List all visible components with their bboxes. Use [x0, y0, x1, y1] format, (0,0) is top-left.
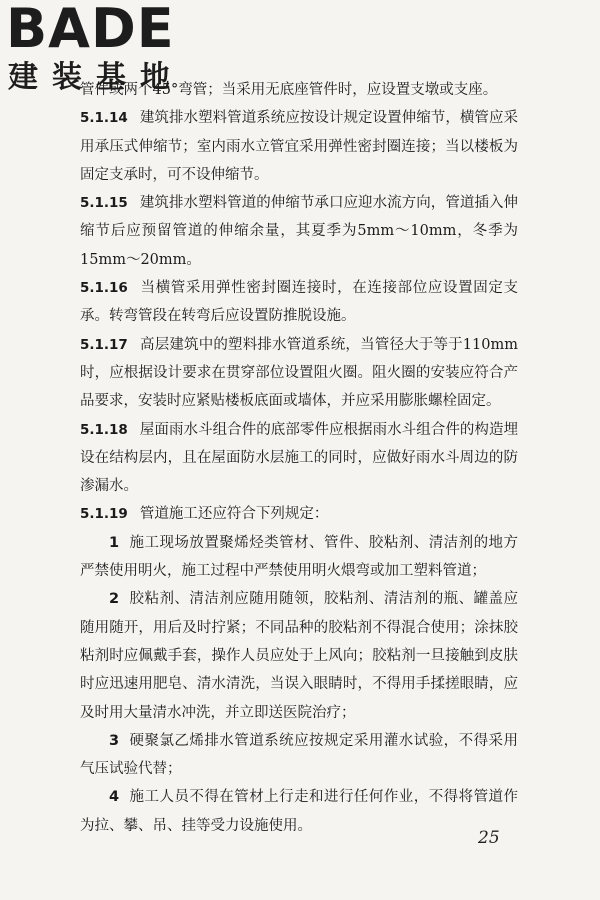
clause-number: 5.1.19: [80, 506, 128, 523]
clause-number: 5.1.14: [80, 110, 128, 127]
watermark-chinese: 建装基地: [8, 60, 184, 95]
item-number: 4: [109, 789, 120, 806]
clause-text: 建筑排水塑料管道的伸缩节承口应迎水流方向，管道插入伸缩节后应预留管道的伸缩余量，其夏季为5mm～10mm，冬季为15mm～20mm。: [80, 195, 518, 268]
clause-text: 当横管采用弹性密封圈连接时，在连接部位应设置固定支承。转弯管段在转弯后应设置防推脱设施。: [80, 280, 518, 325]
clause-5-1-18: [80, 416, 518, 501]
watermark-letters: BADE: [6, 0, 175, 60]
clause-5-1-15: [80, 189, 518, 274]
clause-number: 5.1.17: [80, 336, 128, 353]
clause-text: 管道施工还应符合下列规定：: [139, 506, 329, 523]
list-item: [80, 727, 518, 784]
clause-number: 5.1.16: [80, 280, 128, 297]
paragraph-text: 管件或两个45°弯管；当采用无底座管件时，应设置支墩或支座。: [80, 82, 498, 98]
paragraph-continuation: [80, 76, 518, 104]
item-number: 1: [109, 534, 120, 551]
clause-text: 高层建筑中的塑料排水管道系统，当管径大于等于110mm时，应根据设计要求在贯穿部位设置阻火圈。阻火圈的安装应符合产品要求，安装时应紧贴楼板底面或墙体，并应采用膨胀螺栓固定。: [80, 336, 518, 410]
item-text: 施工现场放置聚烯烃类管材、管件、胶粘剂、清洁剂的地方严禁使用明火，施工过程中严禁使用明火煨弯或加工塑料管道；: [80, 534, 518, 580]
clause-text: 建筑排水塑料管道系统应按设计规定设置伸缩节，横管应采用承压式伸缩节；室内雨水立管宜采用弹性密封圈连接；当以楼板为固定支承时，可不设伸缩节。: [80, 110, 518, 183]
clause-text: 屋面雨水斗组合件的底部零件应根据雨水斗组合件的构造埋设在结构层内，且在屋面防水层施工的同时，应做好雨水斗周边的防渗漏水。: [80, 421, 518, 495]
list-item: [80, 529, 518, 586]
body-text: [80, 76, 518, 840]
clause-5-1-19: [80, 500, 518, 528]
item-text: 施工人员不得在管材上行走和进行任何作业，不得将管道作为拉、攀、吊、挂等受力设施使用。: [80, 789, 518, 834]
list-item: [80, 585, 518, 726]
page-number: 25: [478, 828, 500, 848]
item-number: 3: [109, 732, 120, 749]
clause-5-1-17: [80, 331, 518, 416]
clause-number: 5.1.18: [80, 421, 128, 438]
item-number: 2: [109, 591, 120, 608]
clause-5-1-14: [80, 104, 518, 189]
clause-5-1-16: [80, 274, 518, 331]
item-text: 胶粘剂、清洁剂应随用随领，胶粘剂、清洁剂的瓶、罐盖应随用随开，用后及时拧紧；不同品种的胶粘剂不得混合使用；涂抹胶粘剂时应佩戴手套，操作人员应处于上风向；胶粘剂一旦接触到皮肤时应迅速用肥皂、清水清洗，当误入眼睛时，不得用手揉搓眼睛，应及时用大量清水冲洗，并立即送医院治疗；: [80, 591, 518, 721]
clause-number: 5.1.15: [80, 195, 128, 212]
list-item: [80, 783, 518, 840]
item-text: 硬聚氯乙烯排水管道系统应按规定采用灌水试验，不得采用气压试验代替；: [80, 732, 518, 778]
